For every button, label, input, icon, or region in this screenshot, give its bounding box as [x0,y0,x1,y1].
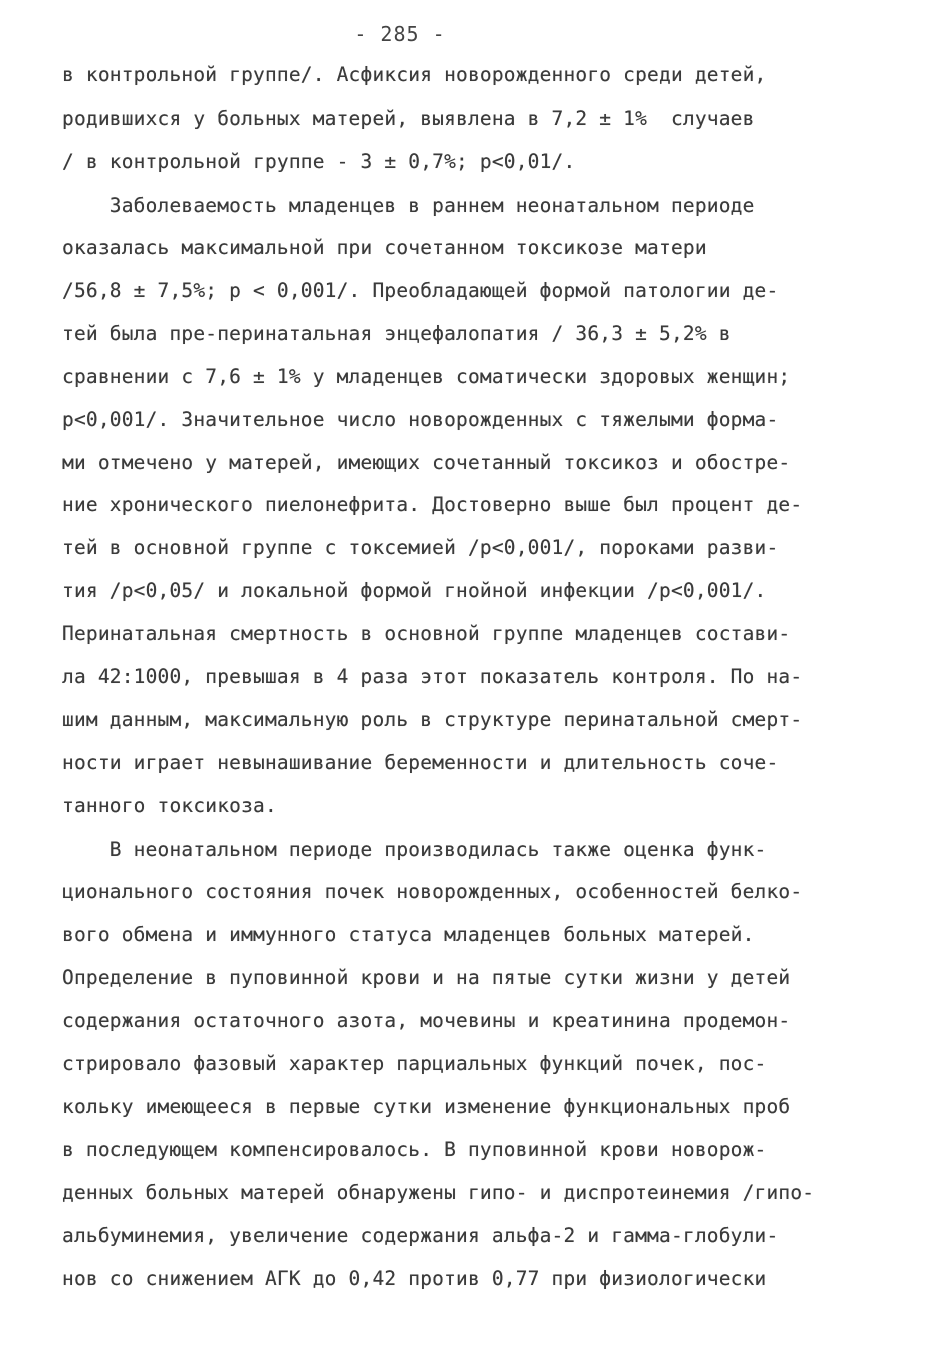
text-line: денных больных матерей обнаружены гипо- и диспротеинемия /гипо- [62,1181,815,1204]
text-line: В неонатальном периоде производилась также оценка функ- [62,838,767,861]
text-line: вого обмена и иммунного статуса младенцев больных матерей. [62,923,755,946]
text-line: стрировало фазовый характер парциальных функций почек, пос- [62,1052,767,1075]
text-line: Перинатальная смертность в основной группе младенцев состави- [62,622,791,645]
text-line: танного токсикоза. [62,794,277,817]
text-line: ми отмечено у матерей, имеющих сочетанный токсикоз и обостре- [62,451,791,474]
text-line: нов со снижением АГК до 0,42 против 0,77 при физиологически [62,1267,767,1290]
text-line: в контрольной группе/. Асфиксия новорожденного среди детей, [62,63,767,86]
text-line: сравнении с 7,6 ± 1% у младенцев соматически здоровых женщин; [62,365,791,388]
text-line: в последующем компенсировалось. В пуповинной крови новорож- [62,1138,767,1161]
text-line: оказалась максимальной при сочетанном токсикозе матери [62,236,707,259]
text-line: Определение в пуповинной крови и на пятые сутки жизни у детей [62,966,791,989]
text-line: ние хронического пиелонефрита. Достоверно выше был процент де- [62,493,803,516]
text-line: / в контрольной группе - 3 ± 0,7%; p<0,01/. [62,150,576,173]
text-line: Заболеваемость младенцев в раннем неонатальном периоде [62,194,755,217]
text-line: шим данным, максимальную роль в структуре перинатальной смерт- [62,708,803,731]
text-line: ла 42:1000, превышая в 4 раза этот показатель контроля. По на- [62,665,803,688]
text-line: тия /p<0,05/ и локальной формой гнойной инфекции /p<0,001/. [62,579,767,602]
text-line: /56,8 ± 7,5%; p < 0,001/. Преобладающей формой патологии де- [62,279,779,302]
text-line: содержания остаточного азота, мочевины и креатинина продемон- [62,1009,791,1032]
text-line: родившихся у больных матерей, выявлена в 7,2 ± 1% случаев [62,107,755,130]
text-line: ности играет невынашивание беременности и длительность соче- [62,751,779,774]
text-line: альбуминемия, увеличение содержания альфа-2 и гамма-глобули- [62,1224,779,1247]
text-line: тей была пре-перинатальная энцефалопатия / 36,3 ± 5,2% в [62,322,731,345]
text-line: кольку имеющееся в первые сутки изменение функциональных проб [62,1095,791,1118]
text-line: p<0,001/. Значительное число новорожденных с тяжелыми форма- [62,408,779,431]
text-line: тей в основной группе с токсемией /p<0,001/, пороками разви- [62,536,779,559]
text-line: ционального состояния почек новорожденных, особенностей белко- [62,880,803,903]
page-number: - 285 - [354,22,446,46]
